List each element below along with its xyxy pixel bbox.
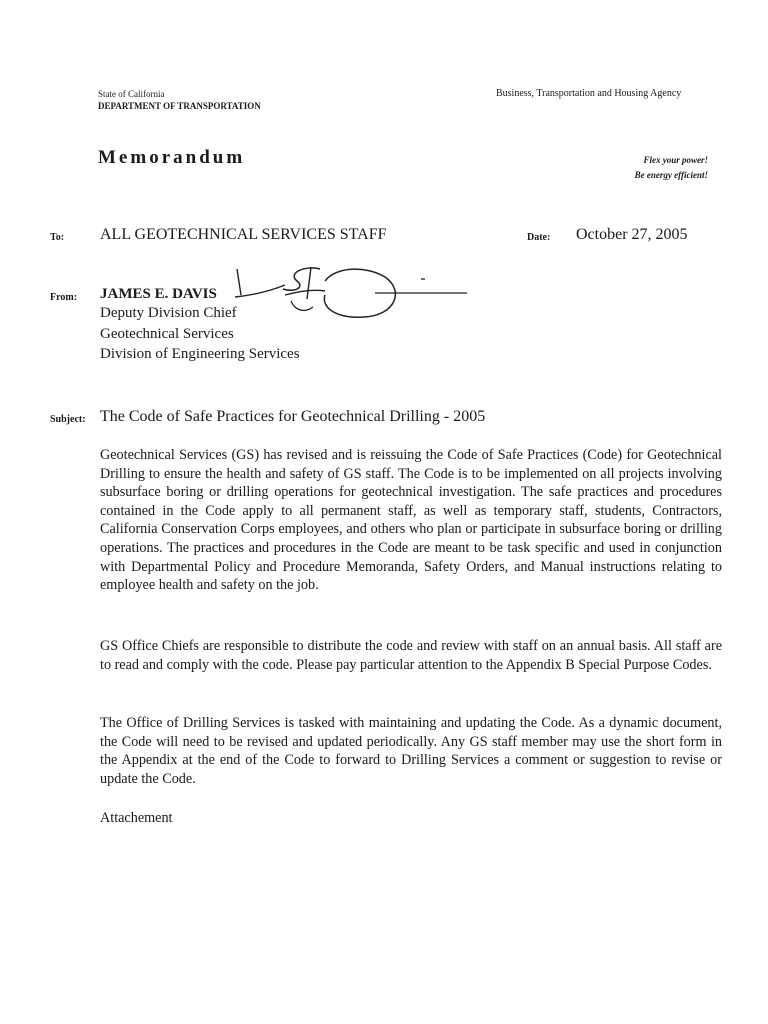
body-paragraph-3: The Office of Drilling Services is tasked with maintaining and updating the Code. As a dynamic document, the Code will need to be revised and updated periodically. Any GS staff member may use the short form in the Appendix at the end of the Code to forward to Drilling Services a comment or suggestion to revise or update the Code. xyxy=(100,715,722,787)
to-value: ALL GEOTECHNICAL SERVICES STAFF xyxy=(100,226,387,243)
signature xyxy=(225,255,475,335)
from-label: From: xyxy=(50,292,78,303)
department-label: DEPARTMENT OF TRANSPORTATION xyxy=(98,101,261,111)
from-title-2: Geotechnical Services xyxy=(100,326,234,342)
subject-value: The Code of Safe Practices for Geotechnical Drilling - 2005 xyxy=(100,408,486,425)
body-paragraph-2: GS Office Chiefs are responsible to distribute the code and review with staff on an annual basis. All staff are to read and comply with the code. Please pay particular attention to the Appendix B Special Purpose Codes. xyxy=(100,638,722,673)
from-name: JAMES E. DAVIS xyxy=(100,286,217,302)
to-label: To: xyxy=(50,232,65,243)
state-label: State of California xyxy=(98,89,165,99)
from-title-1: Deputy Division Chief xyxy=(100,305,237,321)
memo-title: Memorandum xyxy=(98,147,246,168)
slogan-line2: Be energy efficient! xyxy=(634,170,708,180)
body-paragraph-1: Geotechnical Services (GS) has revised and is reissuing the Code of Safe Practices (Code) for Geotechnical Drilling to ensure the health and safety of GS staff. The Code is to be implemented on all projects involving subsurface boring or drilling operations for geotechnical investigation. The safe practices and procedures contained in the Code apply to all permanent staff, as well as temporary staff, students, Contractors, California Conservation Corps employees, and others who plan or participate in subsurface boring or drilling operations. The practices and procedures in the Code are meant to be task specific and used in conjunction with Departmental Policy and Procedure Memoranda, Safety Orders, and Manual instructions relating to employee health and safety on the job. xyxy=(100,447,722,594)
closing-attachment: Attachement xyxy=(100,810,173,826)
from-title-3: Division of Engineering Services xyxy=(100,346,300,362)
subject-label: Subject: xyxy=(50,414,86,425)
date-label: Date: xyxy=(527,232,551,243)
agency-label: Business, Transportation and Housing Agency xyxy=(496,88,682,99)
slogan-line1: Flex your power! xyxy=(643,155,708,165)
date-value: October 27, 2005 xyxy=(576,226,688,243)
